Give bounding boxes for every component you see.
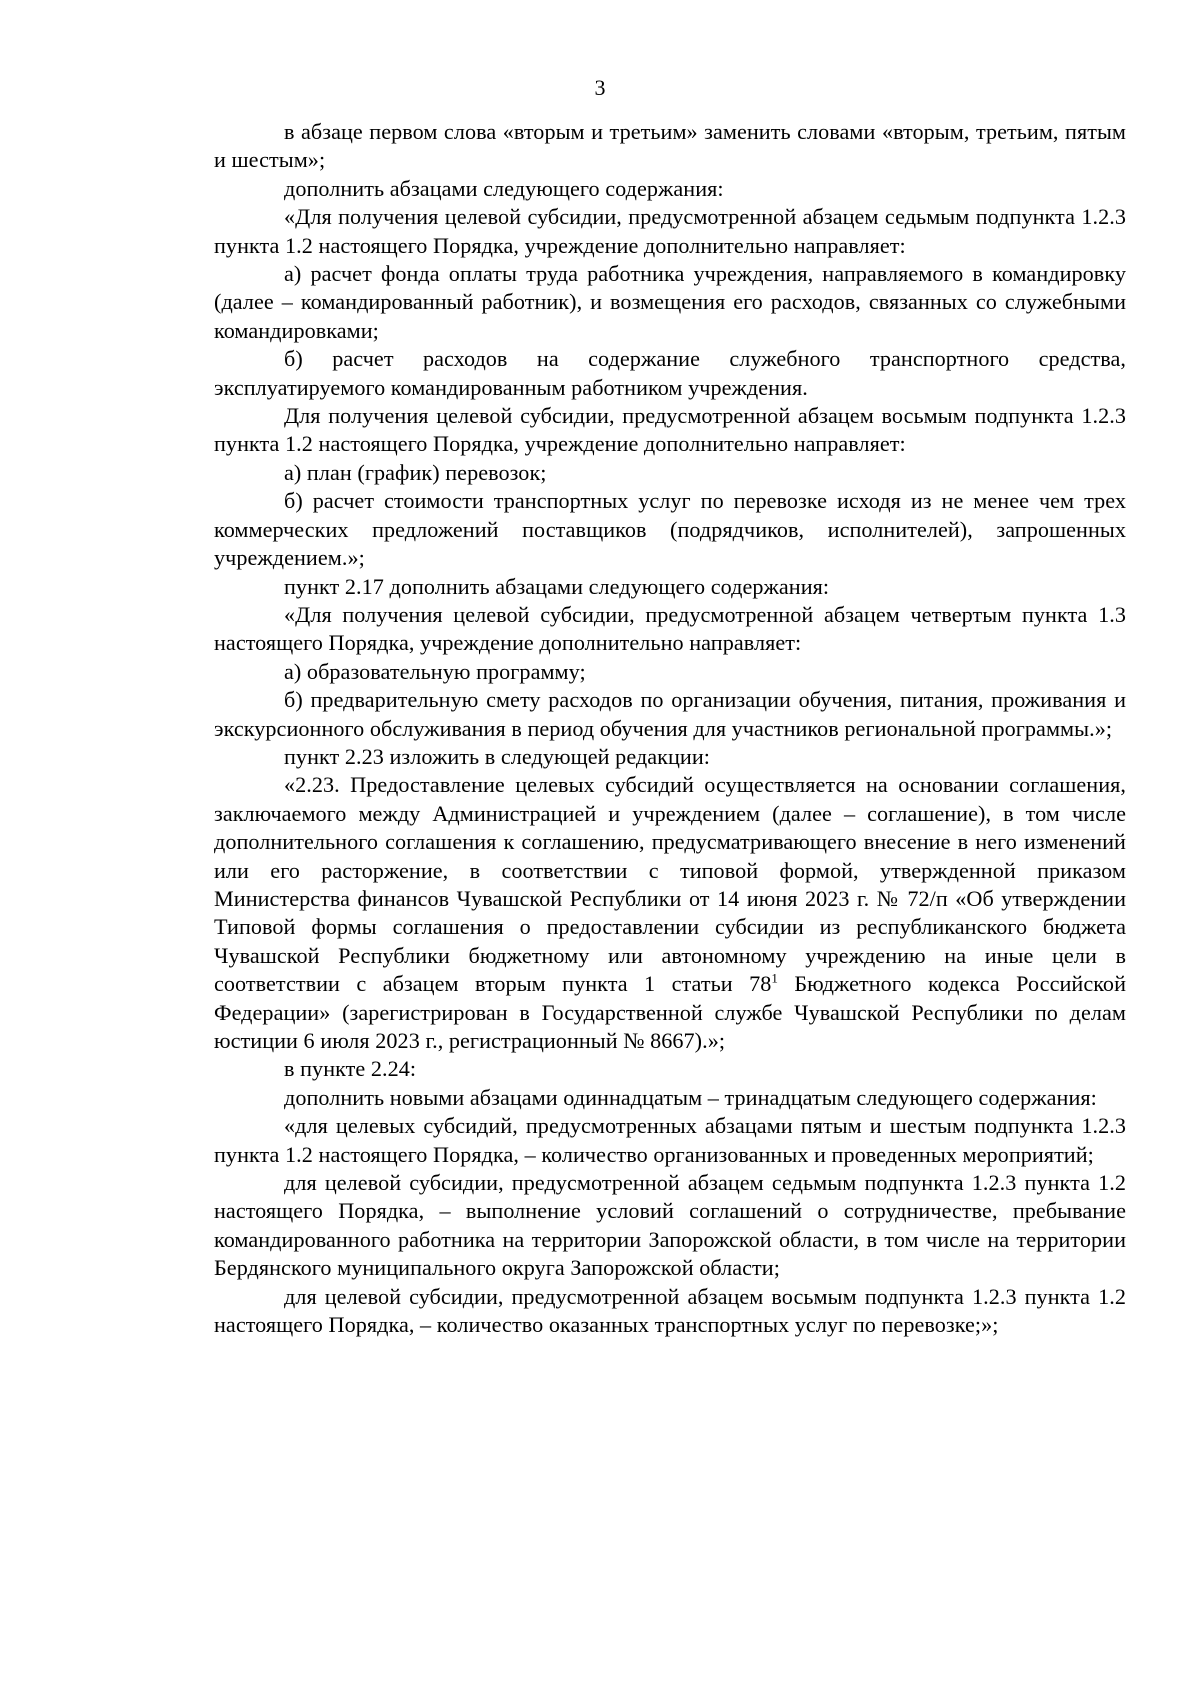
paragraph: дополнить абзацами следующего содержания: — [284, 175, 724, 201]
paragraph-text: Бюджетного кодекса Российской Федерации» (зарегистрирован в Государственной службе Чувашской Республики по делам юстиции 6 июля 2023 г., регистрационный № 8667).»; — [214, 971, 1126, 1053]
paragraph: б) расчет расходов на содержание служебного транспортного средства, эксплуатируемого командированным работником учреждения. — [214, 346, 1126, 400]
paragraph: пункт 2.23 изложить в следующей редакции: — [284, 743, 710, 769]
paragraph: «Для получения целевой субсидии, предусмотренной абзацем четвертым пункта 1.3 настоящего Порядка, учреждение дополнительно направляет: — [214, 601, 1126, 656]
paragraph: в пункте 2.24: — [284, 1056, 417, 1082]
paragraph: дополнить новыми абзацами одиннадцатым – тринадцатым следующего содержания: — [284, 1084, 1097, 1110]
page-number: 3 — [594, 75, 606, 100]
paragraph: а) образовательную программу; — [284, 658, 586, 684]
paragraph: для целевой субсидии, предусмотренной абзацем восьмым подпункта 1.2.3 пункта 1.2 настоящего Порядка, – количество оказанных транспортных услуг по перевозке;»; — [214, 1283, 1126, 1338]
superscript: 1 — [771, 970, 778, 986]
paragraph: б) расчет стоимости транспортных услуг по перевозке исходя из не менее чем трех коммерческих предложений поставщиков (подрядчиков, исполнителей), запрошенных учреждением.»; — [214, 488, 1126, 571]
paragraph: в абзаце первом слова «вторым и третьим» заменить словами «вторым, третьим, пятым и шестым»; — [214, 119, 1126, 173]
paragraph: а) расчет фонда оплаты труда работника учреждения, направляемого в командировку (далее – командированный работник), и возмещения его расходов, связанных со служебными командировками; — [214, 261, 1126, 343]
document-body — [214, 118, 1126, 1339]
paragraph: «Для получения целевой субсидии, предусмотренной абзацем седьмым подпункта 1.2.3 пункта 1.2 настоящего Порядка, учреждение дополнительно направляет: — [214, 204, 1126, 258]
paragraph: пункт 2.17 дополнить абзацами следующего содержания: — [284, 573, 830, 599]
paragraph: для целевой субсидии, предусмотренной абзацем седьмым подпункта 1.2.3 пункта 1.2 настоящего Порядка, – выполнение условий соглашений о сотрудничестве, пребывание командированного работника на территории Запорожской области, в том числе на территории Бердянского муниципального округа Запорожской области; — [214, 1170, 1126, 1281]
paragraph: а) план (график) перевозок; — [284, 459, 547, 485]
paragraph: «для целевых субсидий, предусмотренных абзацами пятым и шестым подпункта 1.2.3 пункта 1.2 настоящего Порядка, – количество организованных и проведенных мероприятий; — [214, 1113, 1126, 1167]
paragraph: Для получения целевой субсидии, предусмотренной абзацем восьмым подпункта 1.2.3 пункта 1.2 настоящего Порядка, учреждение дополнительно направляет: — [214, 403, 1126, 457]
paragraph-text: «2.23. Предоставление целевых субсидий осуществляется на основании соглашения, заключаемого между Администрацией и учреждением (далее – соглашение), в том числе дополнительного соглашения к соглашению, предусматривающего внесение в него изменений или его расторжение, в соответствии с типовой формой, утвержденной приказом Министерства финансов Чувашской Республики от 14 июня 2023 г. № 72/п «Об утверждении Типовой формы соглашения о предоставлении субсидии из республиканского бюджета Чувашской Республики бюджетному или автономному учреждению на иные цели в соответствии с абзацем вторым пункта 1 статьи 78 — [214, 772, 1126, 997]
paragraph-2-23 — [214, 771, 1126, 1055]
paragraph: б) предварительную смету расходов по организации обучения, питания, проживания и экскурсионного обслуживания в период обучения для участников региональной программы.»; — [214, 687, 1126, 741]
